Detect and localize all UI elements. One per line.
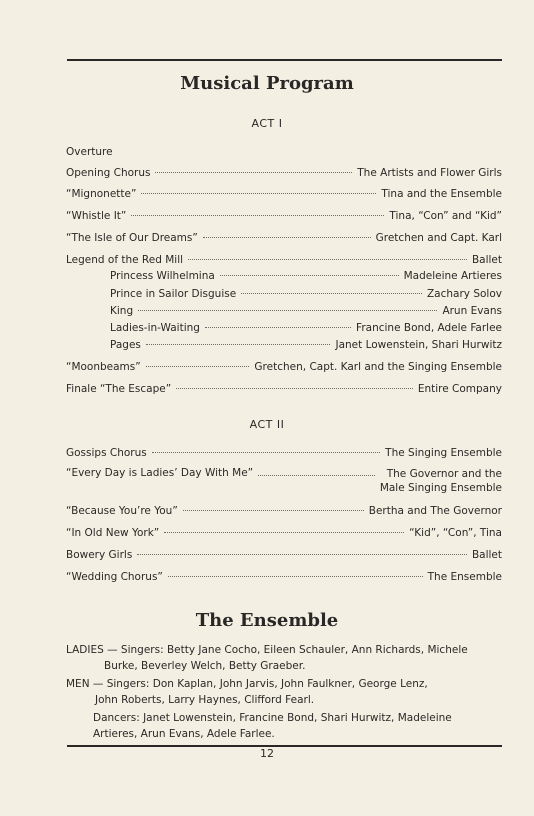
item-title: Gossips Chorus (66, 447, 147, 459)
item-performers: Entire Company (417, 383, 502, 395)
item-title: “Wedding Chorus” (66, 571, 163, 583)
item-performers: The Ensemble (427, 571, 502, 583)
performers-line-1: The Governor and the (386, 468, 502, 480)
item-performers (380, 467, 502, 495)
ensemble-title: The Ensemble (195, 610, 339, 631)
page-number: 12 (260, 747, 274, 760)
leader-dots (137, 554, 467, 555)
item-performers: The Artists and Flower Girls (357, 167, 502, 179)
item-performers: Bertha and The Governor (368, 505, 502, 517)
act1-row (66, 167, 502, 181)
performers-line-2: Male Singing Ensemble (379, 482, 502, 494)
role-name: Prince in Sailor Disguise (110, 288, 237, 300)
leader-dots (131, 215, 384, 216)
men-line-1: MEN — Singers: Don Kaplan, John Jarvis, John Faulkner, George Lenz, (66, 678, 428, 690)
act1-subrow (110, 339, 502, 353)
leader-dots (146, 366, 250, 367)
item-title: “Moonbeams” (66, 361, 141, 373)
leader-dots (241, 293, 422, 294)
role-name: Pages (110, 339, 141, 351)
leader-dots (220, 275, 399, 276)
dancers-line-2: Artieres, Arun Evans, Adele Farlee. (93, 728, 275, 740)
act1-row (66, 210, 502, 224)
act-2-heading: ACT II (249, 418, 285, 431)
leader-dots (203, 237, 371, 238)
item-performers: “Kid”, “Con”, Tina (409, 527, 502, 539)
role-name: Princess Wilhelmina (110, 270, 215, 282)
role-performer: Madeleine Artieres (403, 270, 502, 282)
leader-dots (188, 259, 467, 260)
act1-row (66, 188, 502, 202)
role-performer: Francine Bond, Adele Farlee (356, 322, 502, 334)
role-performer: Arun Evans (442, 305, 502, 317)
act2-row (66, 505, 502, 519)
item-performers: Ballet (471, 254, 502, 266)
leader-dots (183, 510, 364, 511)
item-title: “Every Day is Ladies’ Day With Me” (66, 467, 254, 479)
item-title: “Mignonette” (66, 188, 137, 200)
item-title: Finale “The Escape” (66, 383, 172, 395)
act2-row (66, 467, 502, 497)
top-rule (67, 59, 502, 61)
role-name: Ladies-in-Waiting (110, 322, 200, 334)
leader-dots (176, 388, 413, 389)
dancers-line-1: Dancers: Janet Lowenstein, Francine Bond, Shari Hurwitz, Madeleine (93, 712, 452, 724)
act1-row (66, 383, 502, 397)
ensemble-men (66, 676, 502, 708)
act1-row-overture (66, 146, 502, 160)
item-performers: Ballet (471, 549, 502, 561)
leader-dots (168, 576, 423, 577)
item-title: Bowery Girls (66, 549, 133, 561)
ladies-line-2: Burke, Beverley Welch, Betty Graeber. (104, 660, 306, 672)
item-title: “The Isle of Our Dreams” (66, 232, 198, 244)
ensemble-dancers (93, 710, 502, 742)
act-1-heading: ACT I (251, 117, 283, 130)
act1-subrow (110, 305, 502, 319)
act2-row (66, 527, 502, 541)
role-performer: Zachary Solov (426, 288, 502, 300)
act2-row (66, 447, 502, 461)
item-title: “In Old New York” (66, 527, 160, 539)
act1-subrow (110, 270, 502, 284)
act1-row (66, 232, 502, 246)
leader-dots (138, 310, 437, 311)
item-performers: Tina, “Con” and “Kid” (389, 210, 502, 222)
ensemble-ladies (66, 642, 502, 674)
act1-row (66, 361, 502, 375)
item-performers: Gretchen, Capt. Karl and the Singing Ensemble (254, 361, 502, 373)
item-performers: The Singing Ensemble (385, 447, 502, 459)
item-title: “Whistle It” (66, 210, 127, 222)
item-performers: Tina and the Ensemble (381, 188, 502, 200)
leader-dots (258, 475, 375, 476)
item-title: Opening Chorus (66, 167, 151, 179)
act1-row (66, 254, 502, 268)
leader-dots (152, 452, 380, 453)
act1-subrow (110, 322, 502, 336)
leader-dots (164, 532, 404, 533)
act2-row (66, 571, 502, 585)
item-title: “Because You’re You” (66, 505, 178, 517)
act1-subrow (110, 288, 502, 302)
item-title: Overture (66, 146, 113, 158)
role-performer: Janet Lowenstein, Shari Hurwitz (335, 339, 502, 351)
ladies-line-1: LADIES — Singers: Betty Jane Cocho, Eileen Schauler, Ann Richards, Michele (66, 644, 468, 656)
leader-dots (155, 172, 352, 173)
men-line-2: John Roberts, Larry Haynes, Clifford Fearl. (95, 694, 315, 706)
item-title: Legend of the Red Mill (66, 254, 184, 266)
item-performers: Gretchen and Capt. Karl (375, 232, 502, 244)
leader-dots (146, 344, 331, 345)
act2-row (66, 549, 502, 563)
leader-dots (141, 193, 376, 194)
program-title: Musical Program (180, 73, 354, 94)
role-name: King (110, 305, 134, 317)
leader-dots (205, 327, 351, 328)
